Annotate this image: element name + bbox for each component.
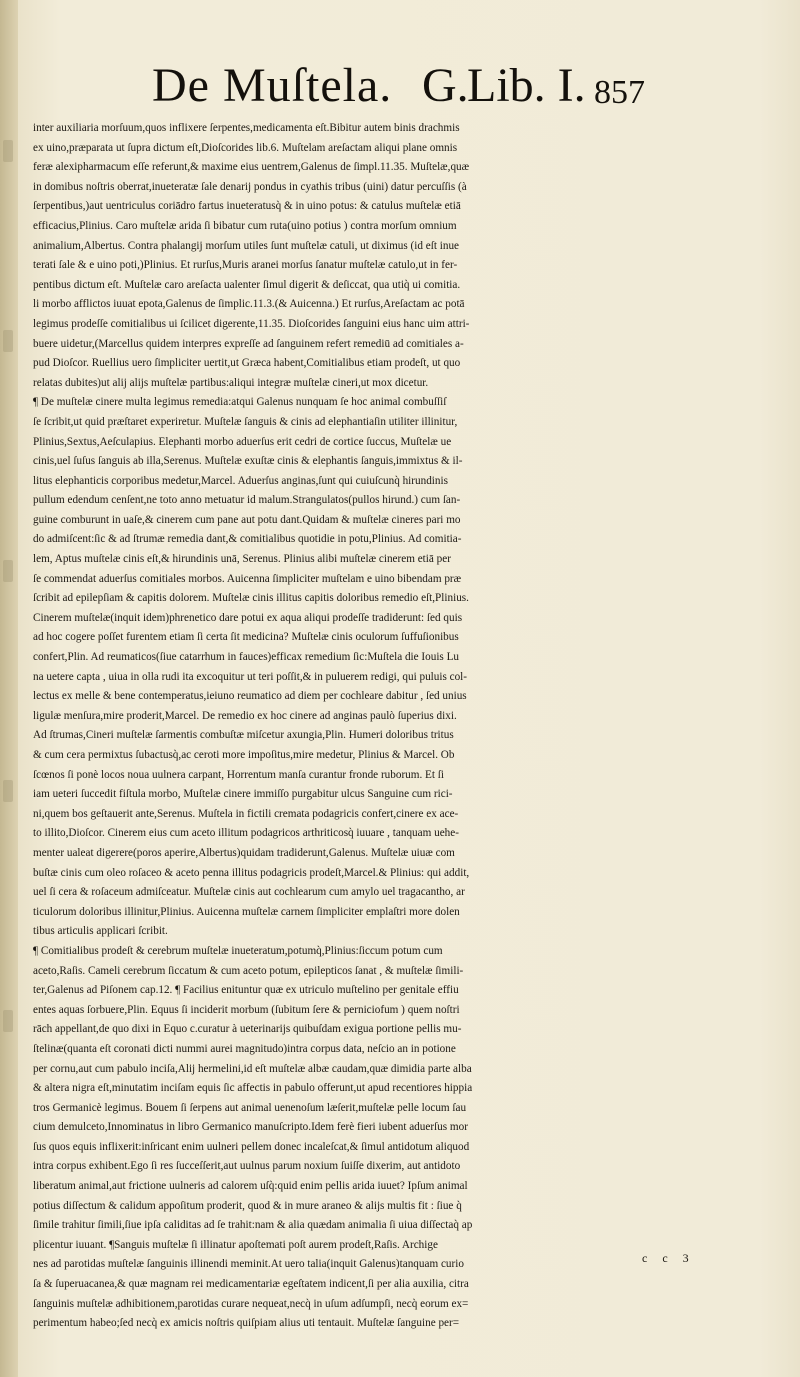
- binding-gutter: [0, 0, 18, 1377]
- text-line: lectus ex melle & bene contemperatus,ieiuno reumatico ad diem per cochleare dabitur , ſed unius: [33, 690, 467, 703]
- text-line: legimus prodeſſe comitialibus ui ſcilicet digerente,11.35. Dioſcorides ſanguini eius hanc uim attri-: [33, 317, 470, 330]
- text-line: rāch appellant,de quo dixi in Equo c.curatur à ueterinarijs quibuſdam exigua portione pellis mu-: [33, 1023, 462, 1036]
- text-line: ter,Galenus ad Piſonem cap.12. ¶ Facilius enituntur quæ ex utriculo muſtelino per genitale effiu: [33, 984, 459, 997]
- text-line: efficacius,Plinius. Caro muſtelæ arida ſi bibatur cum ruta(uino potius ) contra morſum omnium: [33, 219, 457, 232]
- gutter-shadow: [3, 780, 13, 802]
- text-line: ſe ſcribit,ut quid præſtaret experiretur. Muſtelæ ſanguis & cinis ad elephantiaſin utiliter illinitur,: [33, 415, 458, 428]
- text-line: confert,Plin. Ad reumaticos(ſiue catarrhum in fauces)efficax remedium ſic:Muſtela die Iouis Lu: [33, 651, 460, 664]
- text-line: nes ad parotidas muſtelæ ſanguinis illinendi meminit.At uero talia(inquit Galenus)tanquam curio: [33, 1258, 464, 1271]
- signature-mark: c c 3: [642, 1251, 695, 1265]
- text-line: ſerpentibus,)aut uentriculus coriādro fartus inueteratusq̀ & in uino potus: & catulus muſtelæ etiā: [33, 200, 461, 213]
- text-line: potius diſſectum & calidum appoſitum proderit, quod & in mure araneo & alijs multis fit : ſiue q̀: [33, 1199, 462, 1212]
- header-book: Lib. I.: [467, 59, 586, 112]
- text-line: pud Dioſcor. Ruellius uero ſimpliciter uertit,ut Græca habent,Comitialibus etiam prodeſt, ut quo: [33, 357, 461, 370]
- text-line: animalium,Albertus. Contra phalangij morſum utiles ſunt muſtelæ catuli, ut diximus (id eſt inue: [33, 239, 459, 252]
- gutter-shadow: [3, 330, 13, 352]
- text-line: to illito,Dioſcor. Cinerem eius cum aceto illitum podagricos arthriticosq̀ iuuare , tanquam uehe-: [33, 827, 459, 840]
- gutter-shadow: [3, 560, 13, 582]
- text-line: na uetere capta , uiua in olla rudi ita excoquitur ut teri poſſit,& in puluerem redigi, qui puluis col-: [33, 670, 468, 683]
- text-line: ex uino,præparata ut ſupra dictum eſt,Dioſcorides lib.6. Muſtelam areſactam aliqui plane omnis: [33, 141, 458, 154]
- text-line: ſa & ſuperuacanea,& quæ magnam rei medicamentariæ egeſtatem indicent,ſi per alia auxilia, citra: [33, 1278, 469, 1291]
- gutter-shadow: [3, 1010, 13, 1032]
- text-line: ſimile trahitur ſimili,ſiue ipſa caliditas ad ſe trahit:nam & alia quædam animalia ſi uiua diſſectaq̀ ap: [33, 1219, 473, 1232]
- text-line: tibus articulis applicari ſcribit.: [33, 925, 168, 938]
- text-line: ſcœnos ſi ponè locos noua uulnera carpant, Horrentum manſa curantur fronde ruborum. Et ſi: [33, 768, 445, 781]
- text-line: ad hoc cogere poſſet furentem etiam ſi certa ſit medicina? Muſtelæ cinis oculorum ſuffuſionibus: [33, 631, 459, 644]
- body-text: [33, 119, 788, 1334]
- text-line: tros Germanicè legimus. Bouem ſi ſerpens aut animal uenenoſum læſerit,muſtelæ pelle locum ſau: [33, 1101, 467, 1114]
- text-line: entes aquas ſorbuere,Plin. Equus ſi inciderit morbum (ſubitum ſere & perniciofum ) quem noſtri: [33, 1003, 460, 1016]
- text-line: ticulorum doloribus illinitur,Plinius. Auicenna muſtelæ carnem ſimpliciter emplaſtri more dolen: [33, 905, 460, 918]
- text-line: ſtelinæ(quanta eſt coronati dicti nummi aurei magnitudo)intra corpus data, neſcio an in potione: [33, 1042, 456, 1055]
- text-line: buere uidetur,(Marcellus quidem interpres expreſſe ad ſanguinem refert remediū ad comitiales a-: [33, 337, 464, 350]
- text-line: plicentur iuuant. ¶Sanguis muſtelæ ſi illinatur apoſtemati poſt aurem prodeſt,Raſis. Archige: [33, 1238, 438, 1251]
- text-line: & cum cera permixtus ſubactusq̀,ac ceroti more impoſitus,mire medetur, Plinius & Marcel. Ob: [33, 749, 455, 761]
- text-line: ni,quem bos geſtauerit ante,Serenus. Muſtela in fictili cremata podagricis confert,cinere ex ace-: [33, 807, 459, 820]
- running-header: [22, 58, 792, 114]
- text-line: perimentum habeo;ſed necq̀ ex amicis noſtris quiſpiam alius uti tentauit. Muſtelæ ſanguine per=: [33, 1317, 460, 1330]
- text-line: Plinius,Sextus,Aeſculapius. Elephanti morbo aduerſus erit cedri de cortice ſuccus, Muſtelæ ue: [33, 435, 452, 448]
- header-section: G.: [422, 59, 469, 112]
- text-line: ſe commendat aduerſus comitiales morbos. Auicenna ſimpliciter muſtelam e uino bibendam præ: [33, 572, 462, 585]
- text-line: per cornu,aut cum pabulo inciſa,Alij hermelini,id eſt muſtelæ albæ caudam,quæ dimidia parte alba: [33, 1062, 472, 1075]
- text-line: buſtæ cinis cum oleo roſaceo & aceto penna illitus podagricis prodeſt,Marcel.& Plinius: qui addit,: [33, 866, 470, 879]
- text-line: menter ualeat digerere(poros aperire,Albertus)quidam tradiderunt,Galenus. Muſtelæ uiuæ com: [33, 846, 455, 859]
- text-line: uel ſi cera & roſaceum admiſceatur. Muſtelæ cinis aut cochlearum cum amylo uel tragacantho, ar: [33, 886, 465, 899]
- text-line: & altera nigra eſt,minutatim inciſam equis ſic affectis in pabulo offerunt,ut apud recentiores hippia: [33, 1082, 473, 1095]
- header-title: De Muſtela.: [152, 59, 393, 112]
- text-line: pentibus dictum eſt. Muſtelæ caro areſacta ualenter ſimul digerit & deſiccat, qua utiq̀ ui comitia.: [33, 278, 461, 291]
- text-line: aceto,Raſis. Cameli cerebrum ſiccatum & cum aceto potum, epilepticos ſanat , & muſtelæ ſimili-: [33, 964, 464, 977]
- text-line: ¶ De muſtelæ cinere multa legimus remedia:atqui Galenus nunquam ſe hoc animal combuſſiſ: [33, 396, 447, 409]
- text-line: pullum edendum cenſent,ne toto anno metuatur id malum.Strangulatos(pullos hirund.) cum ſan-: [33, 494, 461, 507]
- text-line: cium demulceto,Innominatus in libro Germanico manuſcripto.Idem ferè fieri iubent aduerſus mor: [33, 1121, 468, 1134]
- text-line: inter auxiliaria morſuum,quos inflixere ſerpentes,medicamenta eſt.Bibitur autem binis drachmis: [33, 122, 460, 134]
- text-line: liberatum animal,aut frictione uulneris ad calorem uſq̀:quid enim pellis arida iuuet? Ipſum animal: [33, 1180, 468, 1193]
- text-line: feræ alexipharmacum eſſe referunt,& maxime eius uentrem,Galenus de ſimpl.11.35. Muſtelæ,quæ: [33, 161, 470, 174]
- text-line: li morbo afflictos iuuat epota,Galenus de ſimplic.11.3.(& Auicenna.) Et rurſus,Areſactam ac potā: [33, 298, 465, 311]
- text-line: litus elephanticis corporibus medetur,Marcel. Aduerſus anginas,ſunt qui cuiuſcunq̀ hirundinis: [33, 474, 448, 487]
- text-line: ſus quos equis inflixerit:inſricant enim uulneri pellem donec incaleſcat,& ſimul antidotum aliquod: [33, 1140, 470, 1153]
- text-line: ¶ Comitialibus prodeſt & cerebrum muſtelæ inueteratum,potumq̀,Plinius:ſiccum potum cum: [33, 944, 443, 957]
- text-line: do admiſcent:ſic & ad ſtrumæ remedia dant,& comitialibus quotidie in potu,Plinius. Ad comitia-: [33, 533, 462, 546]
- text-line: guine comburunt in uaſe,& cinerem cum pane aut potu dant.Quidam & muſtelæ cineres pari mo: [33, 513, 461, 526]
- text-line: ligulæ menſura,mire proderit,Marcel. De remedio ex hoc cinere ad anginas paulò ſuperius dixi.: [33, 709, 457, 722]
- text-line: Cinerem muſtelæ(inquit idem)phrenetico dare potui ex aqua aliqui prodeſſe tradiderunt: ſed quis: [33, 611, 463, 624]
- text-line: ſanguinis muſtelæ adhibitionem,parotidas curare nequeat,necq̀ in uſum adſumpſi, necq̀ eorum ex=: [33, 1297, 469, 1310]
- text-line: in domibus noſtris oberrat,inueteratæ ſale denarij pondus in cyathis tribus (uini) datur percuſſis (à: [33, 180, 467, 193]
- text-line: terati ſale & e uino poti,)Plinius. Et rurſus,Muris aranei morſus ſanatur muſtelæ catulo,ut in fer-: [33, 259, 458, 272]
- text-line: ſcribit ad epilepſiam & capitis dolorem. Muſtelæ cinis illitus capitis doloribus remedio eſt,Plinius.: [33, 592, 469, 605]
- text-line: intra corpus exhibent.Ego ſi res ſucceſſerit,aut uulnus parum noxium ſuiſſe dixerim, aut antidoto: [33, 1160, 461, 1173]
- text-line: relatas dubites)ut alij alijs muſtelæ partibus:aliqui integræ muſtelæ cineri,ut mox dicetur.: [33, 376, 429, 389]
- gutter-shadow: [3, 140, 13, 162]
- page-number: 857: [594, 74, 645, 111]
- text-line: iam ueteri ſuccedit fiſtula morbo, Muſtelæ cinere immiſſo purgabitur ulcus Sanguine cum rici-: [33, 788, 453, 801]
- text-line: Ad ſtrumas,Cineri muſtelæ ſarmentis combuſtæ miſcetur axungia,Plin. Humeri doloribus tritus: [33, 729, 454, 742]
- text-line: lem, Aptus muſtelæ cinis eſt,& hirundinis unā, Serenus. Plinius alibi muſtelæ cinerem etiā per: [33, 553, 451, 566]
- text-line: cinis,uel ſuſus ſanguis ab illa,Serenus. Muſtelæ exuſtæ cinis & elephantis ſanguis,immixtus & il-: [33, 455, 463, 468]
